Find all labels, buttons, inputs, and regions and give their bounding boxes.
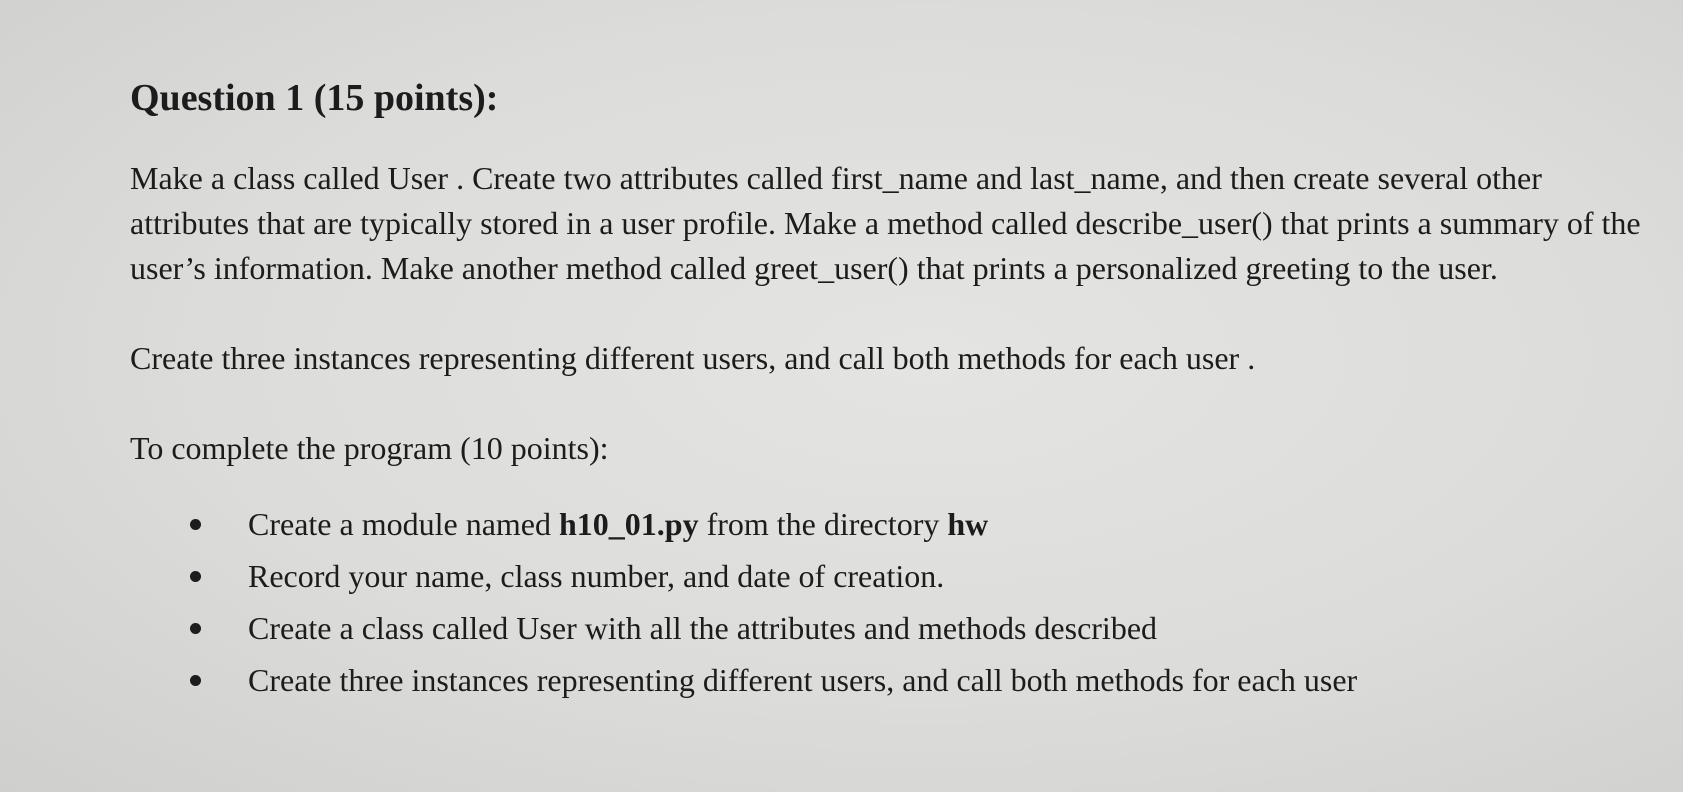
bullet-text-middle: from the directory bbox=[698, 506, 948, 542]
question-document bbox=[130, 62, 1660, 706]
complete-program-heading: To complete the program (10 points): bbox=[130, 430, 609, 466]
list-item bbox=[130, 654, 1660, 706]
directory-name: hw bbox=[947, 506, 989, 542]
module-name: h10_01.py bbox=[558, 506, 699, 542]
class-description-paragraph: Make a class called User . Create two attributes called first_name and last_name, and then create several other attributes that are typically stored in a user profile. Make a method called describe_user() that prints a summary of the user’s information. Make another method called greet_user() that prints a personalized greeting to the user. bbox=[130, 160, 1641, 286]
bullet-icon bbox=[190, 675, 201, 686]
bullet-text: Create a class called User with all the attributes and methods described bbox=[248, 610, 1158, 646]
bullet-text: Record your name, class number, and date of creation. bbox=[248, 558, 945, 594]
list-item bbox=[130, 498, 1660, 550]
question-title: Question 1 (15 points): bbox=[130, 77, 499, 119]
list-item bbox=[130, 550, 1660, 602]
bullet-text: Create three instances representing different users, and call both methods for each user bbox=[248, 662, 1358, 698]
bullet-text-prefix: Create a module named bbox=[248, 506, 559, 542]
bullet-icon bbox=[190, 519, 201, 530]
requirements-list bbox=[130, 498, 1660, 706]
bullet-icon bbox=[190, 571, 201, 582]
list-item bbox=[130, 602, 1660, 654]
bullet-icon bbox=[190, 623, 201, 634]
instances-paragraph: Create three instances representing different users, and call both methods for each user . bbox=[130, 340, 1256, 376]
